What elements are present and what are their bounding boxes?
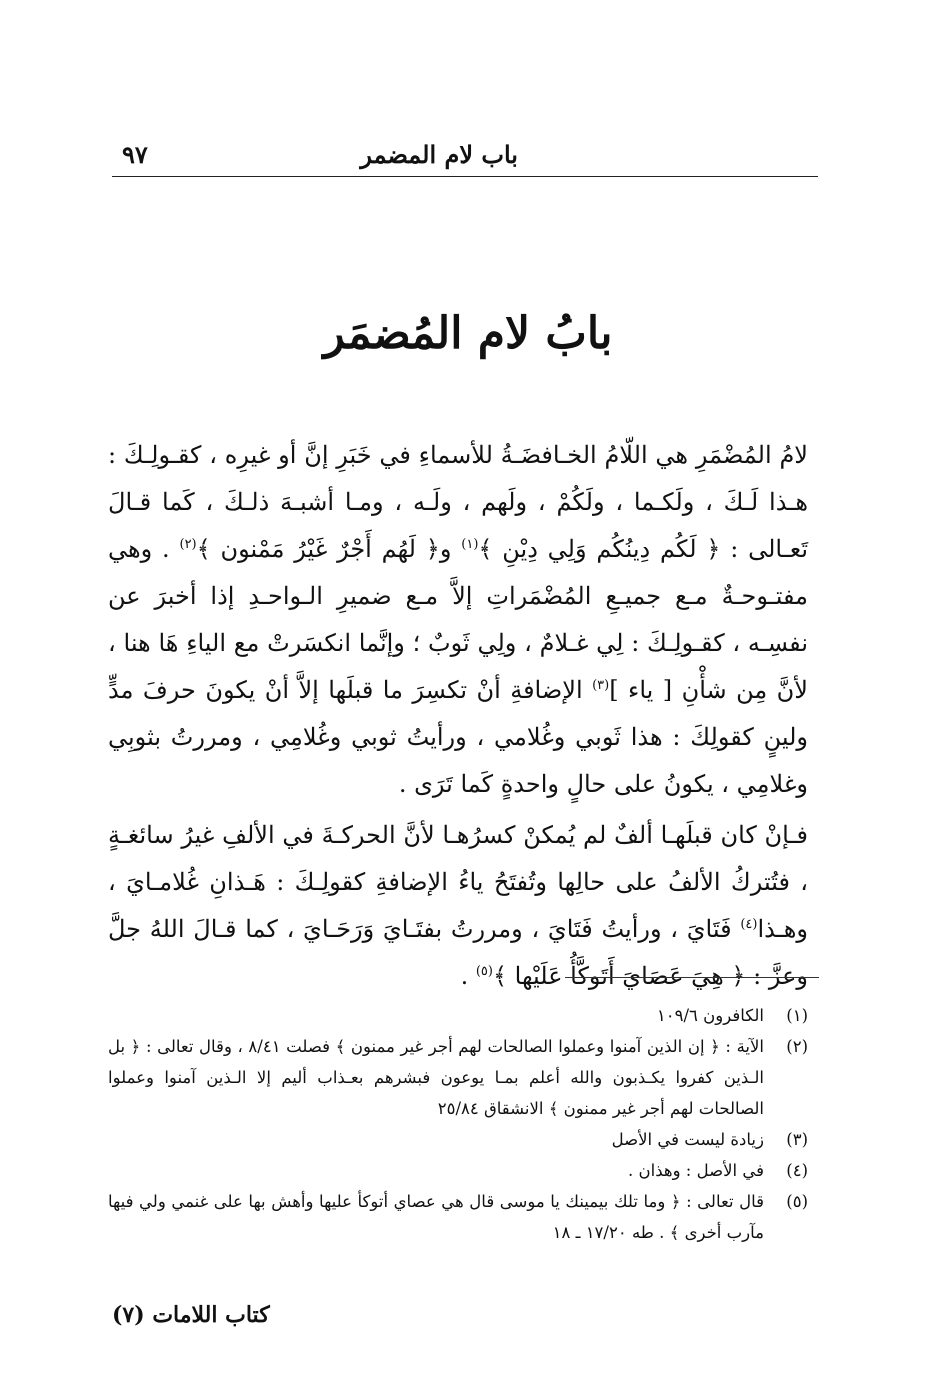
footnote-ref[interactable]: (٢) bbox=[179, 537, 197, 552]
footnote-item bbox=[108, 1031, 808, 1124]
footnote-item bbox=[108, 1155, 808, 1186]
footnote-item bbox=[108, 1000, 808, 1031]
paragraph bbox=[108, 432, 808, 808]
paragraph-text: لامُ المُضْمَرِ هي اللّامُ الخـافضَـةُ للأسماءِ في خَبَرِ إنَّ أو غيرِه ، كقـولِـكَ : هـذا لَـكَ ، ولَكـما ، ولَكُمْ ، ولَهم ، ولَـه ، ومـا أشبـهَ ذلـكَ ، كَما قـالَ تَعـالى : ﴿ لَكُم دِينُكُم وَلِي دِيْنِ ﴾ bbox=[108, 441, 809, 563]
footnote-text: قال تعالى : ﴿ وما تلك بيمينك يا موسى قال هي عصاي أتوكأ عليها وأهش بها على غنمي ولي فيها مآرب أخرى ﴾ . طه ١٧/٢٠ ـ ١٨ bbox=[108, 1192, 764, 1242]
footnote-text: زيادة ليست في الأصل bbox=[611, 1130, 764, 1149]
footnote-ref[interactable]: (١) bbox=[461, 537, 479, 552]
paragraph bbox=[108, 812, 808, 1000]
body-text bbox=[108, 432, 808, 1000]
paragraph-text: فـإنْ كان قبلَهـا ألفٌ لم يُمكنْ كسرُهـا لأنَّ الحركـةَ في الألفِ غيرُ سائغـةٍ ، فتُتركُ الألفُ على حالِها وتُفتَحُ ياءُ الإضافةِ كقولِـكَ : هَـذانِ غُلامـايَ ، وهـذا bbox=[108, 821, 808, 943]
volume-number: (٧) bbox=[112, 1302, 145, 1328]
footnote-number: (٢) bbox=[786, 1037, 808, 1056]
footnote-item bbox=[108, 1124, 808, 1155]
footnote-number: (٣) bbox=[786, 1130, 808, 1149]
footnote-text: الآية : ﴿ إن الذين آمنوا وعملوا الصالحات لهم أجر غير ممنون ﴾ فصلت ٨/٤١ ، وقال تعالى : ﴿ بل الـذين كفروا يكـذبون والله أعلم بمـا يوعون فبشرهم بعـذاب أليم إلا الـذين آمنوا وعملوا الصالحات لهم أجر غير ممنون ﴾ الانشقاق ٢٥/٨٤ bbox=[108, 1037, 764, 1118]
footnote-divider bbox=[565, 977, 819, 978]
paragraph-text: . وهي مفتـوحـةٌ مـع جميـعِ المُضْمَراتِ إلاَّ مـع ضميرِ الـواحـدِ إذا أخبرَ عن نفسِـه ، كقـولِـكَ : لِي غـلامٌ ، ولِي ثَوبٌ ؛ وإنَّما انكسَرتْ مع الياءِ هَا هنا ، لأنَّ مِن شأْنِ [ ياء ] bbox=[108, 535, 808, 704]
footnote-ref[interactable]: (٤) bbox=[740, 917, 758, 932]
page-footer bbox=[112, 1302, 270, 1328]
page-header bbox=[112, 136, 818, 177]
footnote-item bbox=[108, 1186, 808, 1248]
book-label: كتاب اللامات bbox=[152, 1302, 270, 1328]
paragraph-text: فَتَايَ ، ورأيتُ فَتَايَ ، ومررتُ بفتَـايَ وَرَحَـايَ ، كما قـالَ اللهُ جلَّ وعزَّ : ﴿ هِيَ عَصَايَ أَتَوكَّأُ عَلَيْها ﴾ bbox=[108, 915, 808, 990]
footnote-number: (١) bbox=[786, 1006, 808, 1025]
footnotes bbox=[108, 1000, 808, 1248]
footnote-ref[interactable]: (٣) bbox=[592, 678, 610, 693]
chapter-title: بابُ لام المُضمَر bbox=[323, 308, 613, 359]
running-title: باب لام المضمر bbox=[360, 140, 518, 169]
paragraph-text: و﴿ لَهُم أَجْرٌ غَيْرُ مَمْنون ﴾ bbox=[196, 535, 462, 563]
paragraph-text: الإضافةِ أنْ تكسِرَ ما قبلَها إلاَّ أنْ يكونَ حرفَ مدٍّ ولينٍ كقولِكَ : هذا ثَوبي وغُلامي ، ورأيتُ ثوبي وغُلامِي ، ومررتُ بثوبِي وغلامِي ، يكونُ على حالٍ واحدةٍ كَما تَرَى . bbox=[108, 676, 808, 798]
footnote-text: في الأصل : وهذان . bbox=[628, 1161, 764, 1180]
page-number: ٩٧ bbox=[122, 140, 148, 169]
footnote-ref[interactable]: (٥) bbox=[475, 964, 493, 979]
footnote-number: (٤) bbox=[786, 1161, 808, 1180]
footnote-text: الكافرون ١٠٩/٦ bbox=[656, 1006, 764, 1025]
footnote-number: (٥) bbox=[786, 1192, 808, 1211]
paragraph-text: . bbox=[460, 962, 476, 990]
